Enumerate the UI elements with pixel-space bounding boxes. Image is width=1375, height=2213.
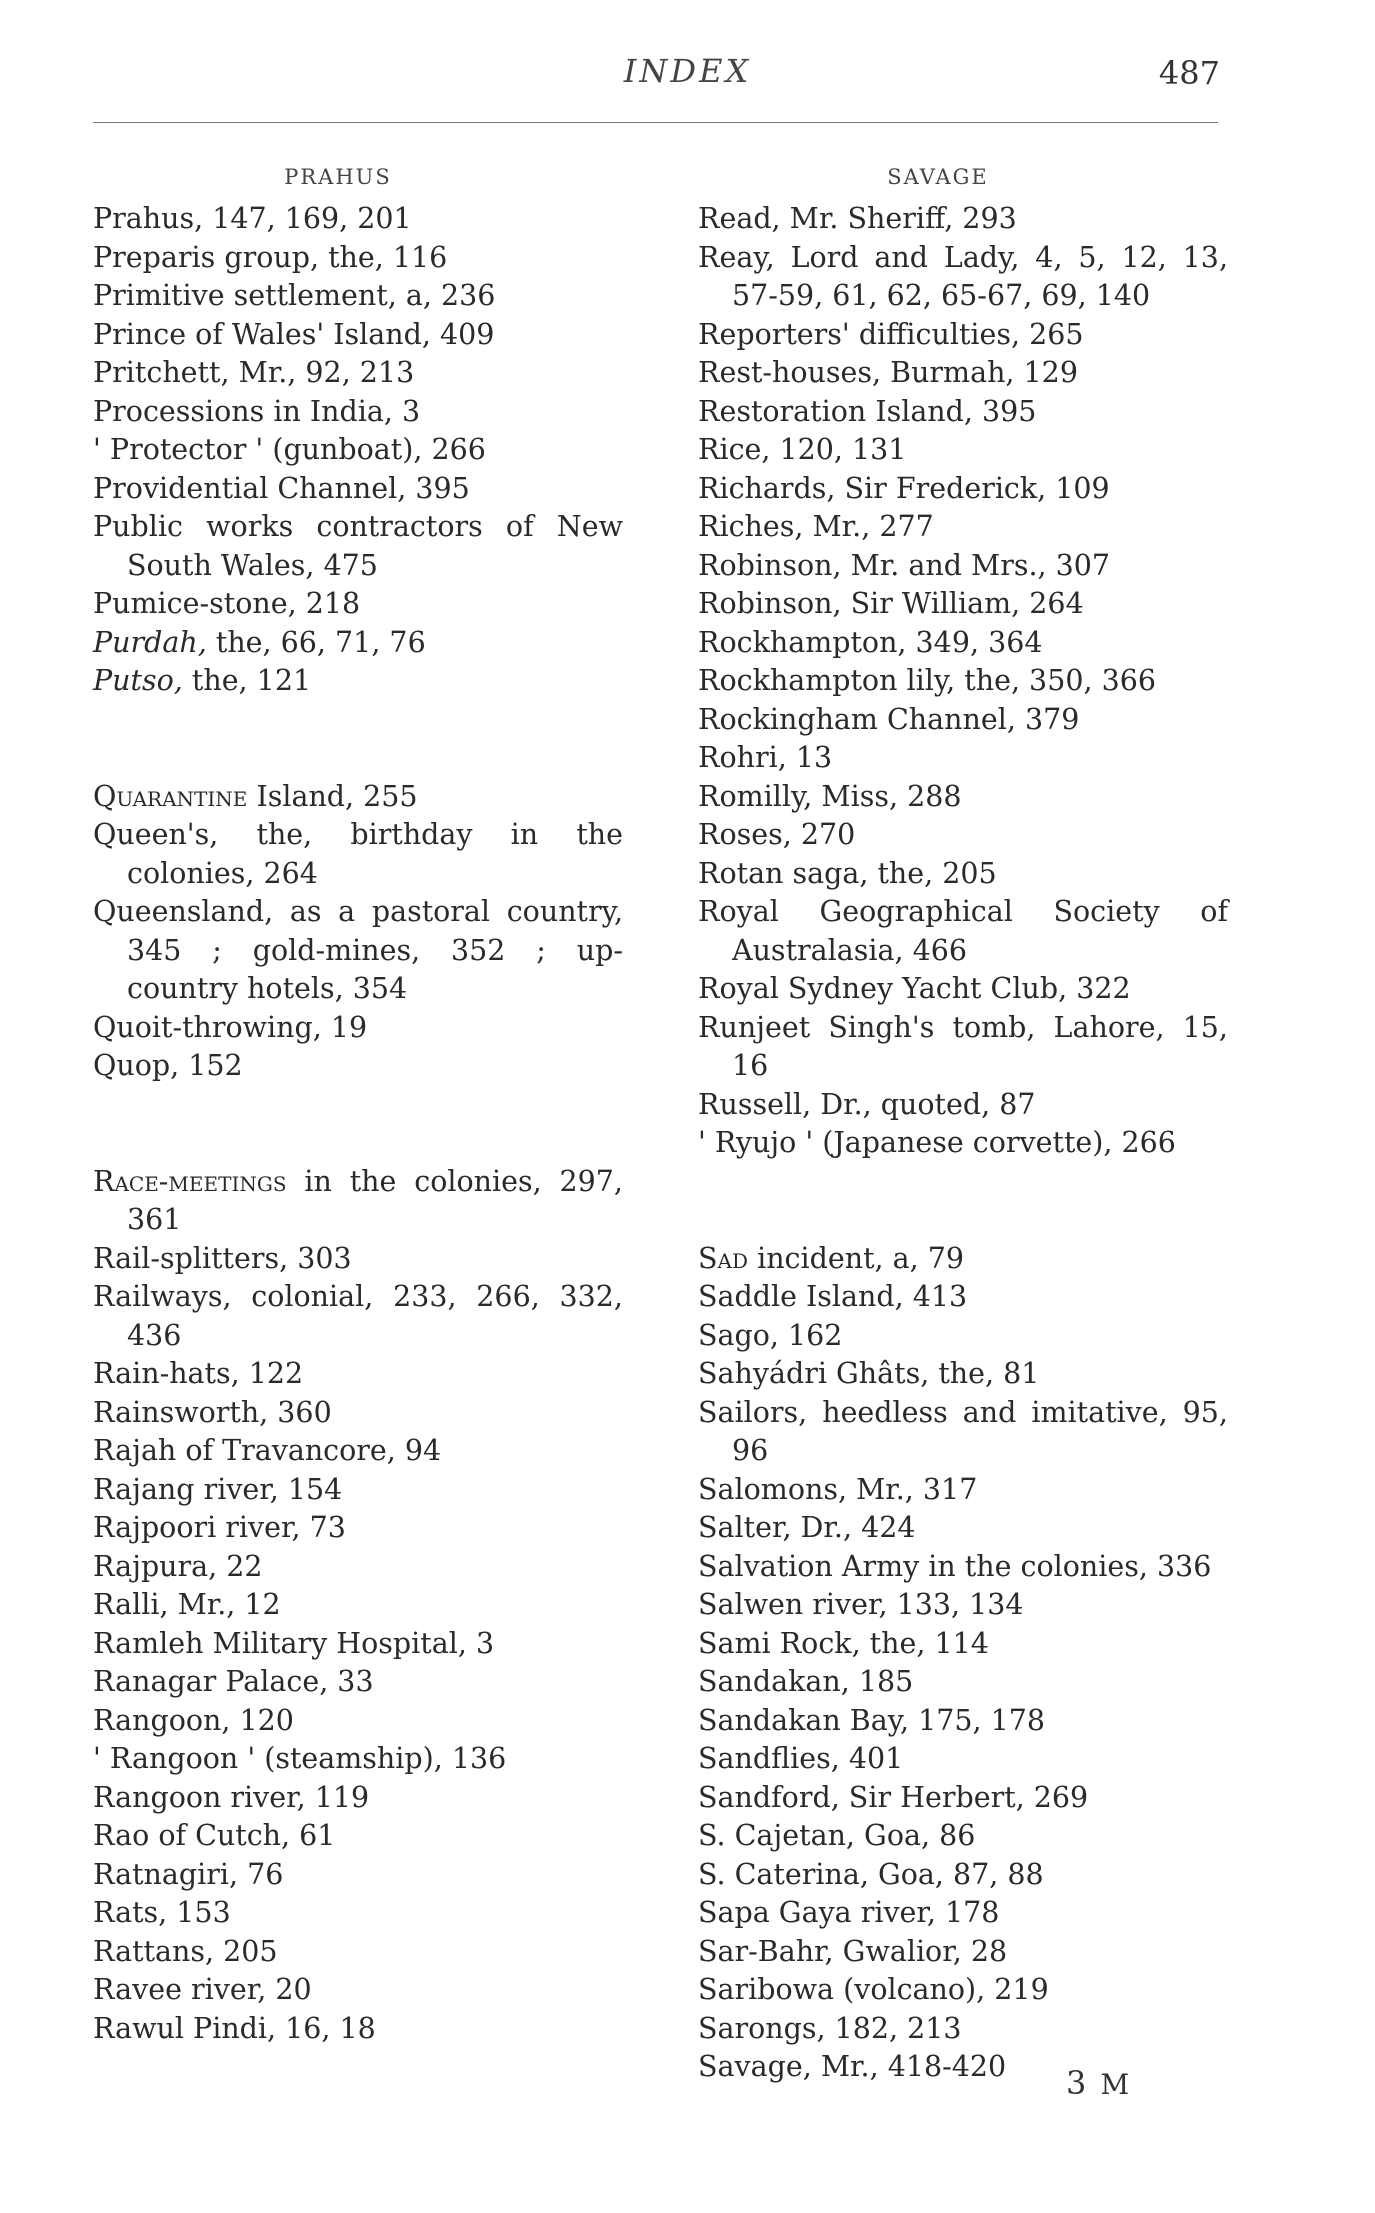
entry-text: incident, a, 79 — [748, 1241, 965, 1275]
index-entry — [93, 508, 623, 585]
entry-text: Rangoon, 120 — [93, 1703, 294, 1737]
entry-text: Salwen river, 133, 134 — [698, 1588, 1024, 1621]
entry-text: Rockhampton, 349, 364 — [698, 625, 1043, 659]
entry-lead: Putso, — [93, 664, 183, 697]
entry-text: Quoit-throwing, 19 — [93, 1010, 368, 1044]
section-gap — [93, 1086, 623, 1163]
entry-text: Ralli, Mr., 12 — [93, 1588, 281, 1621]
entry-lead: Purdah, — [93, 625, 207, 659]
entry-text: Sandakan Bay, 175, 178 — [698, 1703, 1046, 1737]
entry-text: Primitive settlement, a, 236 — [93, 279, 496, 312]
index-entry — [698, 1625, 1228, 1664]
entry-text: Pritchett, Mr., 92, 213 — [93, 356, 415, 389]
index-entry — [698, 1355, 1228, 1394]
index-entry — [698, 1548, 1228, 1587]
entry-text: Russell, Dr., quoted, 87 — [698, 1087, 1036, 1121]
entry-lead: Quarantine — [93, 779, 248, 813]
entry-text: ' Rangoon ' (steamship), 136 — [93, 1742, 507, 1775]
index-entry — [93, 1971, 623, 2010]
index-entry — [698, 662, 1228, 701]
entry-text: Richards, Sir Frederick, 109 — [698, 471, 1110, 505]
index-entry — [698, 200, 1228, 239]
entry-text: Royal Geographical Society of Australasia, 466 — [698, 895, 1228, 967]
index-entry — [698, 1663, 1228, 1702]
entry-text: Rajah of Travancore, 94 — [93, 1434, 442, 1467]
index-entry — [698, 585, 1228, 624]
entry-text: Quop, 152 — [93, 1049, 243, 1082]
catchword: PRAHUS — [284, 165, 392, 189]
index-entry — [698, 470, 1228, 509]
index-entry — [698, 701, 1228, 740]
entry-text: Rain-hats, 122 — [93, 1357, 304, 1390]
index-entry — [698, 1856, 1228, 1895]
index-entry — [93, 239, 623, 278]
entry-text: Sandford, Sir Herbert, 269 — [698, 1780, 1089, 1814]
index-entry — [93, 393, 623, 432]
index-entry — [698, 2048, 1228, 2087]
index-entry — [93, 778, 623, 817]
entry-text: Rao of Cutch, 61 — [93, 1819, 336, 1852]
index-entry — [698, 970, 1228, 1009]
index-entry — [698, 1278, 1228, 1317]
entry-text: Rats, 153 — [93, 1896, 231, 1929]
entry-text: Restoration Island, 395 — [698, 394, 1037, 428]
index-entry — [93, 1240, 623, 1279]
index-entry — [93, 1009, 623, 1048]
signature-mark — [1066, 2064, 1131, 2102]
entry-text: Robinson, Sir William, 264 — [698, 587, 1084, 620]
entry-text: Romilly, Miss, 288 — [698, 779, 962, 813]
index-entry — [698, 1702, 1228, 1741]
entry-text: Read, Mr. Sheriff, 293 — [698, 202, 1017, 235]
signature-letter: M — [1100, 2068, 1132, 2101]
index-entry — [698, 624, 1228, 663]
entry-text: in the colonies, 297, 361 — [127, 1164, 623, 1236]
page-number: 487 — [1158, 54, 1220, 92]
catchword: SAVAGE — [887, 165, 989, 189]
index-entry — [93, 1817, 623, 1856]
index-entry — [698, 1009, 1228, 1086]
entry-lead: Sad — [698, 1241, 749, 1275]
index-entry — [698, 816, 1228, 855]
entry-text: Savage, Mr., 418-420 — [698, 2050, 1007, 2083]
entry-text: ' Protector ' (gunboat), 266 — [93, 433, 486, 466]
entry-text: Runjeet Singh's tomb, Lahore, 15, 16 — [698, 1010, 1228, 1082]
entry-text: Island, 255 — [247, 779, 418, 813]
index-entry — [698, 1586, 1228, 1625]
index-column-right — [698, 162, 1228, 2087]
index-entry — [93, 2010, 623, 2049]
entry-text: S. Cajetan, Goa, 86 — [698, 1819, 976, 1852]
entry-text: Sandflies, 401 — [698, 1742, 904, 1775]
entry-text: Sarongs, 182, 213 — [698, 2011, 962, 2045]
index-entry — [93, 277, 623, 316]
index-entry — [93, 1509, 623, 1548]
index-entry — [93, 1394, 623, 1433]
index-entry — [93, 662, 623, 701]
entry-text: Rail-splitters, 303 — [93, 1241, 352, 1275]
header-rule — [93, 122, 1218, 123]
index-entry — [698, 1124, 1228, 1163]
index-entry — [698, 508, 1228, 547]
index-entry — [93, 1471, 623, 1510]
entry-text: Rajpoori river, 73 — [93, 1511, 346, 1544]
entry-text: S. Caterina, Goa, 87, 88 — [698, 1857, 1044, 1891]
index-entry — [93, 1432, 623, 1471]
entry-text: Royal Sydney Yacht Club, 322 — [698, 972, 1131, 1005]
entry-text: Rajpura, 22 — [93, 1549, 263, 1583]
index-entry — [93, 1894, 623, 1933]
entry-lead: Race-meetings — [93, 1164, 287, 1198]
index-entry — [698, 778, 1228, 817]
index-entry — [93, 1625, 623, 1664]
entry-text: Processions in India, 3 — [93, 394, 421, 428]
entry-text: Robinson, Mr. and Mrs., 307 — [698, 548, 1111, 582]
page-title: INDEX — [623, 52, 752, 90]
entry-text: Ravee river, 20 — [93, 1973, 312, 2006]
running-head — [0, 52, 1375, 102]
entry-text: Preparis group, the, 116 — [93, 240, 448, 274]
index-entry — [698, 739, 1228, 778]
index-entry — [698, 316, 1228, 355]
index-entry — [93, 1856, 623, 1895]
entry-text: Reporters' difficulties, 265 — [698, 317, 1084, 351]
index-entry — [93, 893, 623, 1009]
entry-text: the, 121 — [182, 664, 312, 697]
section-gap — [698, 1163, 1228, 1240]
entry-text: Queensland, as a pastoral country, 345 ; gold-mines, 352 ; up-country hotels, 354 — [93, 895, 623, 1005]
entry-text: Rohri, 13 — [698, 741, 833, 774]
entry-text: Sar-Bahr, Gwalior, 28 — [698, 1934, 1008, 1968]
entry-text: Rockingham Channel, 379 — [698, 702, 1080, 736]
index-entry — [698, 1509, 1228, 1548]
entry-text: Sapa Gaya river, 178 — [698, 1896, 1000, 1929]
index-entry — [698, 431, 1228, 470]
index-entry — [93, 1548, 623, 1587]
index-entry — [698, 893, 1228, 970]
entry-text: Rest-houses, Burmah, 129 — [698, 356, 1078, 389]
index-entry — [698, 354, 1228, 393]
entry-text: Salomons, Mr., 317 — [698, 1472, 978, 1506]
entry-text: Sahyádri Ghâts, the, 81 — [698, 1357, 1040, 1390]
entry-text: Rainsworth, 360 — [93, 1395, 332, 1429]
index-entry — [93, 1702, 623, 1741]
entry-text: Sailors, heedless and imitative, 95, 96 — [698, 1395, 1228, 1467]
index-entry — [93, 1163, 623, 1240]
index-entry — [698, 1086, 1228, 1125]
entry-text: Roses, 270 — [698, 818, 856, 851]
entry-text: Rajang river, 154 — [93, 1472, 343, 1506]
index-entry — [698, 1894, 1228, 1933]
index-column-left — [93, 162, 623, 2048]
entry-text: Prahus, 147, 169, 201 — [93, 202, 412, 235]
index-entry — [93, 431, 623, 470]
entry-text: Ratnagiri, 76 — [93, 1857, 284, 1891]
index-entry — [698, 855, 1228, 894]
entry-text: ' Ryujo ' (Japanese corvette), 266 — [698, 1126, 1176, 1159]
index-entry — [698, 1971, 1228, 2010]
entry-text: Ranagar Palace, 33 — [93, 1665, 374, 1698]
entry-text: Public works contractors of New South Wales, 475 — [93, 510, 623, 582]
entry-text: Railways, colonial, 233, 266, 332, 436 — [93, 1280, 623, 1352]
entry-text: the, 66, 71, 76 — [206, 625, 426, 659]
signature-number: 3 — [1066, 2064, 1089, 2102]
index-entry — [698, 2010, 1228, 2049]
entry-text: Ramleh Military Hospital, 3 — [93, 1626, 495, 1660]
entry-text: Riches, Mr., 277 — [698, 510, 934, 543]
entry-text: Pumice-stone, 218 — [93, 587, 361, 620]
index-entry — [93, 1047, 623, 1086]
entry-text: Saribowa (volcano), 219 — [698, 1973, 1049, 2006]
index-entry — [93, 1586, 623, 1625]
index-entry — [698, 1817, 1228, 1856]
index-entry — [698, 1317, 1228, 1356]
entry-text: Sami Rock, the, 114 — [698, 1626, 989, 1660]
entry-text: Queen's, the, birthday in the colonies, 264 — [93, 818, 623, 890]
index-entry — [93, 470, 623, 509]
entry-text: Prince of Wales' Island, 409 — [93, 317, 495, 351]
index-entry — [698, 1779, 1228, 1818]
entry-text: Sandakan, 185 — [698, 1665, 914, 1698]
section-gap — [93, 701, 623, 778]
index-entry — [93, 1278, 623, 1355]
index-entry — [698, 1740, 1228, 1779]
entry-text: Salter, Dr., 424 — [698, 1511, 916, 1544]
entry-text: Rotan saga, the, 205 — [698, 856, 997, 890]
index-entry — [698, 393, 1228, 432]
index-entry — [698, 1933, 1228, 1972]
index-entry — [93, 1355, 623, 1394]
index-entry — [93, 585, 623, 624]
entry-text: Providential Channel, 395 — [93, 471, 470, 505]
entry-text: Rattans, 205 — [93, 1934, 278, 1968]
entry-text: Reay, Lord and Lady, 4, 5, 12, 13, 57-59, 61, 62, 65-67, 69, 140 — [698, 240, 1228, 312]
entry-text: Rawul Pindi, 16, 18 — [93, 2011, 376, 2045]
index-entry — [93, 1663, 623, 1702]
index-entry — [698, 1471, 1228, 1510]
entry-text: Sago, 162 — [698, 1318, 843, 1352]
index-entry — [698, 547, 1228, 586]
entry-text: Saddle Island, 413 — [698, 1280, 968, 1313]
index-entry — [93, 624, 623, 663]
entry-text: Rice, 120, 131 — [698, 433, 907, 466]
index-entry — [93, 1779, 623, 1818]
index-entry — [93, 354, 623, 393]
index-entry — [93, 316, 623, 355]
entry-text: Rangoon river, 119 — [93, 1780, 370, 1814]
index-entry — [698, 239, 1228, 316]
index-entry — [93, 1740, 623, 1779]
entry-text: Rockhampton lily, the, 350, 366 — [698, 664, 1156, 697]
index-entry — [93, 200, 623, 239]
index-entry — [698, 1394, 1228, 1471]
index-entry — [93, 1933, 623, 1972]
index-entry — [698, 1240, 1228, 1279]
index-entry — [93, 816, 623, 893]
entry-text: Salvation Army in the colonies, 336 — [698, 1549, 1212, 1583]
